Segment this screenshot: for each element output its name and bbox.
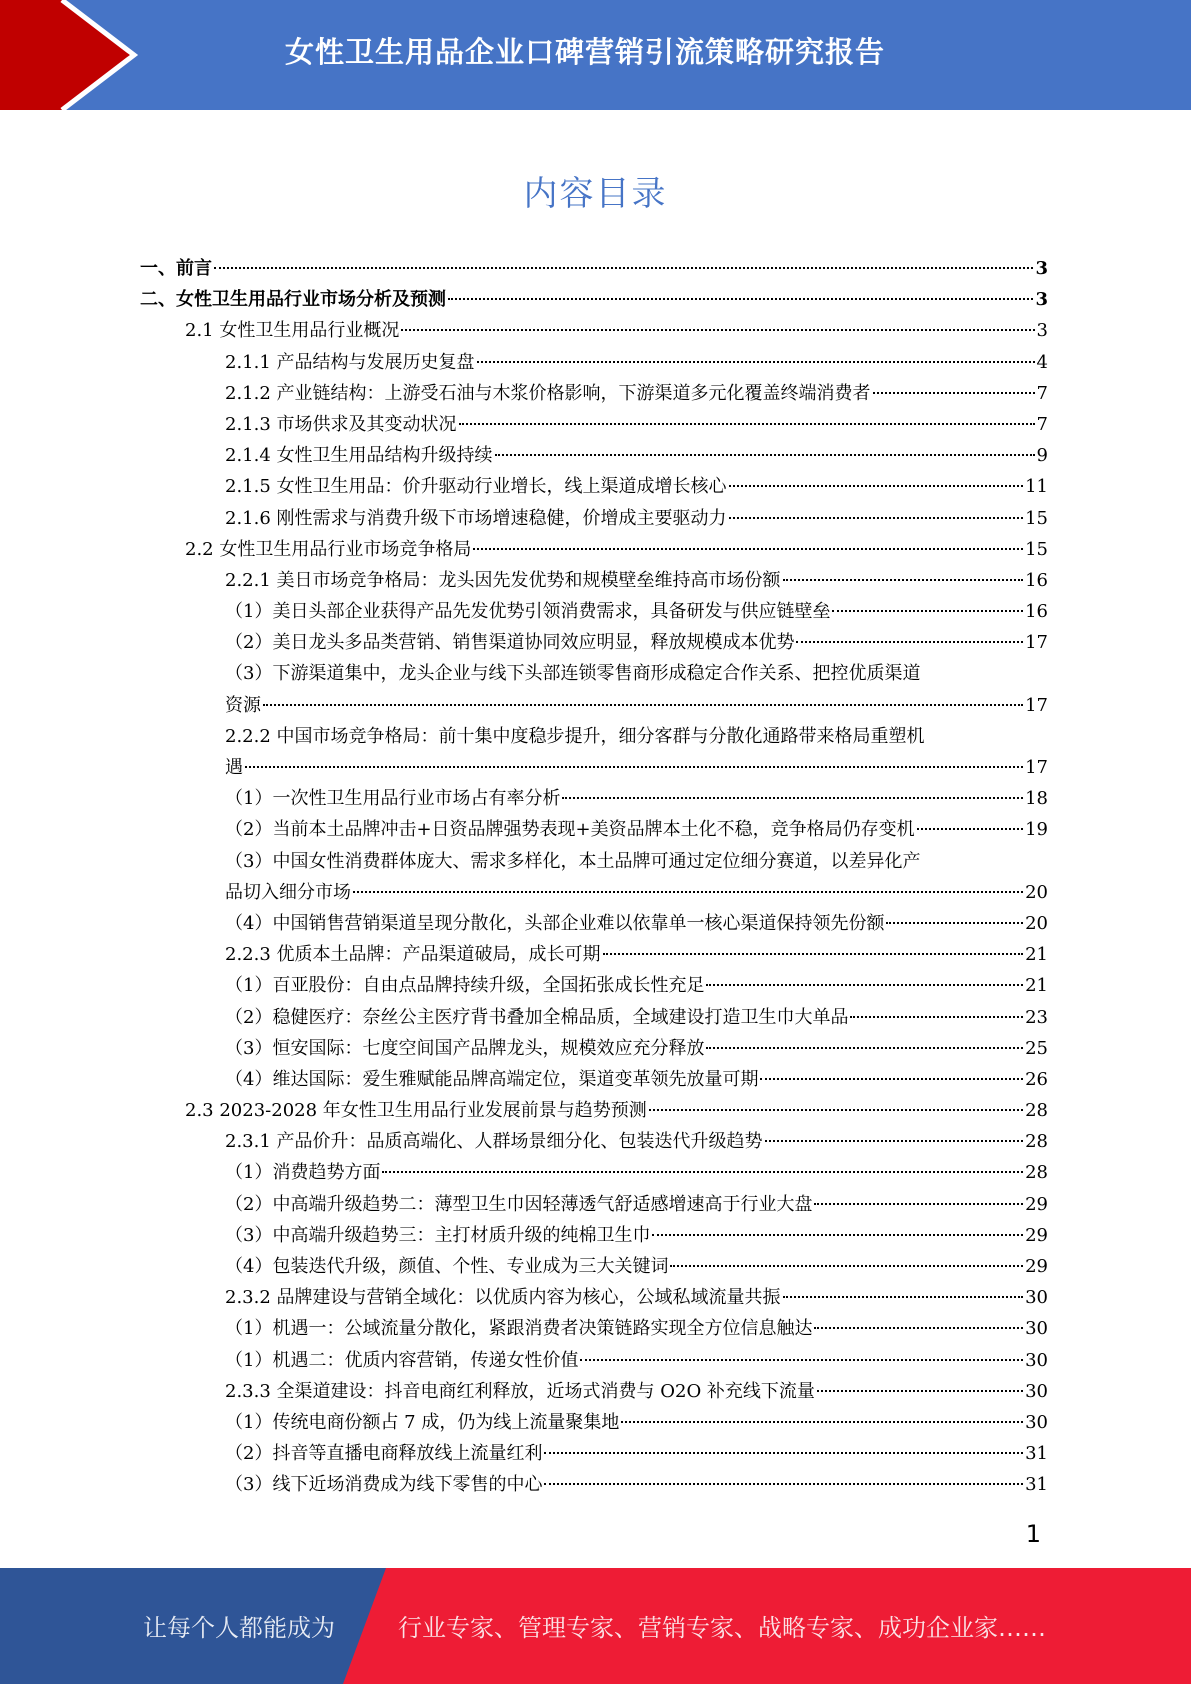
toc-leader-dots: [245, 766, 1023, 768]
toc-entry[interactable]: [140, 1157, 1048, 1188]
toc-leader-dots: [670, 1265, 1023, 1267]
toc-entry[interactable]: [140, 658, 1048, 720]
toc-leader-dots: [706, 984, 1023, 986]
toc-entry-title: （2）中高端升级趋势二：薄型卫生巾因轻薄透气舒适感增速高于行业大盘: [225, 1193, 813, 1215]
toc-entry[interactable]: [140, 1126, 1048, 1157]
toc-leader-dots: [621, 1421, 1023, 1423]
toc-leader-dots: [886, 922, 1023, 924]
toc-entry[interactable]: [140, 503, 1048, 534]
toc-entry-page: 29: [1025, 1193, 1048, 1215]
report-header: [0, 0, 1191, 110]
footer-banner: [0, 1568, 1191, 1684]
toc-entry[interactable]: [140, 565, 1048, 596]
toc-entry-title: （1）传统电商份额占 7 成，仍为线上流量聚集地: [225, 1411, 620, 1433]
toc-entry-title: 2.1.3 市场供求及其变动状况: [225, 413, 457, 435]
toc-entry-title-continuation: 资源: [225, 694, 261, 716]
toc-leader-dots: [814, 1327, 1023, 1329]
footer-slogan-left: 让每个人都能成为: [143, 1614, 335, 1642]
toc-entry-title: （4）包装迭代升级，颜值、个性、专业成为三大关键词: [225, 1256, 669, 1278]
toc-entry-title: （3）下游渠道集中，龙头企业与线下头部连锁零售商形成稳定合作关系、把控优质渠道: [225, 663, 921, 685]
toc-entry-page: 19: [1025, 819, 1048, 841]
toc-entry[interactable]: [140, 347, 1048, 378]
toc-entry-title: 2.2.1 美日市场竞争格局：龙头因先发优势和规模壁垒维持高市场份额: [225, 569, 781, 591]
toc-entry-title: （3）中国女性消费群体庞大、需求多样化，本土品牌可通过定位细分赛道，以差异化产: [225, 850, 921, 872]
toc-entry[interactable]: [140, 627, 1048, 658]
toc-entry-page: 4: [1036, 351, 1048, 373]
toc-heading: 内容目录: [523, 174, 668, 214]
toc-entry-page: 16: [1025, 601, 1048, 623]
toc-entry-page: 15: [1025, 538, 1048, 560]
toc-entry-page: 31: [1025, 1443, 1048, 1465]
toc-entry-page: 21: [1025, 975, 1048, 997]
toc-entry-title: （2）当前本土品牌冲击+日资品牌强势表现+美资品牌本土化不稳，竞争格局仍存变机: [225, 819, 915, 841]
toc-entry-page: 11: [1025, 476, 1048, 498]
toc-leader-dots: [652, 1234, 1023, 1236]
toc-entry-title: （1）机遇二：优质内容营销，传递女性价值: [225, 1349, 579, 1371]
toc-entry-page: 20: [1025, 912, 1048, 934]
toc-entry-title: （1）美日头部企业获得产品先发优势引领消费需求，具备研发与供应链壁垒: [225, 601, 831, 623]
toc-entry-title: 2.3.2 品牌建设与营销全域化：以优质内容为核心，公域私域流量共振: [225, 1287, 781, 1309]
toc-entry-page: 23: [1025, 1006, 1048, 1028]
toc-leader-dots: [760, 1078, 1023, 1080]
toc-leader-dots: [544, 1452, 1023, 1454]
table-of-contents: [140, 253, 1048, 1501]
toc-entry[interactable]: [140, 783, 1048, 814]
toc-leader-dots: [544, 1483, 1023, 1485]
toc-leader-dots: [459, 423, 1035, 425]
toc-entry[interactable]: [140, 908, 1048, 939]
toc-entry[interactable]: [140, 846, 1048, 908]
toc-leader-dots: [263, 704, 1023, 706]
toc-entry[interactable]: [140, 970, 1048, 1001]
toc-entry-page: 9: [1036, 445, 1048, 467]
toc-leader-dots: [817, 1390, 1023, 1392]
toc-entry[interactable]: [140, 471, 1048, 502]
toc-entry[interactable]: [140, 1345, 1048, 1376]
toc-entry[interactable]: [140, 534, 1048, 565]
toc-leader-dots: [729, 485, 1024, 487]
toc-entry-title: 2.1.1 产品结构与发展历史复盘: [225, 351, 475, 373]
toc-entry[interactable]: [140, 1220, 1048, 1251]
toc-entry-page: 30: [1025, 1318, 1048, 1340]
toc-entry-title: （3）线下近场消费成为线下零售的中心: [225, 1474, 543, 1496]
toc-entry-title: 2.1.4 女性卫生用品结构升级持续: [225, 445, 493, 467]
toc-entry[interactable]: [140, 315, 1048, 346]
page-number: 1: [1025, 1520, 1041, 1548]
toc-entry-page: 29: [1025, 1224, 1048, 1246]
footer-slogan-right: 行业专家、管理专家、营销专家、战略专家、成功企业家……: [398, 1614, 1046, 1642]
toc-entry[interactable]: [140, 1095, 1048, 1126]
toc-entry-title: 2.2 女性卫生用品行业市场竞争格局: [185, 538, 472, 560]
toc-entry-title: （1）消费趋势方面: [225, 1162, 381, 1184]
toc-entry[interactable]: [140, 1469, 1048, 1500]
toc-entry[interactable]: [140, 1002, 1048, 1033]
toc-entry-title: （4）维达国际：爱生雅赋能品牌高端定位，渠道变革领先放量可期: [225, 1068, 759, 1090]
toc-entry-page: 30: [1025, 1411, 1048, 1433]
toc-entry[interactable]: [140, 939, 1048, 970]
toc-entry-title: 一、前言: [140, 258, 212, 279]
toc-entry[interactable]: [140, 1189, 1048, 1220]
toc-entry[interactable]: [140, 1407, 1048, 1438]
chevron-logo-icon: [0, 0, 150, 110]
toc-entry-title: 2.1 女性卫生用品行业概况: [185, 320, 400, 342]
toc-leader-dots: [729, 517, 1024, 519]
toc-leader-dots: [783, 1296, 1024, 1298]
toc-leader-dots: [783, 579, 1024, 581]
toc-leader-dots: [214, 267, 1033, 269]
toc-entry-page: 17: [1025, 694, 1048, 716]
toc-entry[interactable]: [140, 1033, 1048, 1064]
toc-entry-page: 3: [1035, 289, 1048, 311]
toc-entry[interactable]: [140, 284, 1048, 315]
toc-entry-title: 2.2.2 中国市场竞争格局：前十集中度稳步提升，细分客群与分散化通路带来格局重塑机: [225, 725, 925, 747]
toc-entry-page: 31: [1025, 1474, 1048, 1496]
toc-entry-page: 3: [1036, 320, 1048, 342]
toc-entry[interactable]: [140, 1282, 1048, 1313]
toc-entry-page: 20: [1025, 881, 1048, 903]
toc-entry[interactable]: [140, 1064, 1048, 1095]
toc-entry-title: 2.1.2 产业链结构：上游受石油与木浆价格影响，下游渠道多元化覆盖终端消费者: [225, 382, 871, 404]
toc-entry[interactable]: [140, 596, 1048, 627]
toc-entry-page: 7: [1036, 413, 1048, 435]
toc-entry-title: （2）美日龙头多品类营销、销售渠道协同效应明显，释放规模成本优势: [225, 632, 795, 654]
toc-entry-page: 29: [1025, 1256, 1048, 1278]
toc-leader-dots: [814, 1203, 1023, 1205]
toc-entry-page: 3: [1035, 258, 1048, 279]
toc-entry[interactable]: [140, 814, 1048, 845]
toc-leader-dots: [382, 1171, 1023, 1173]
toc-leader-dots: [562, 797, 1023, 799]
toc-entry[interactable]: [140, 378, 1048, 409]
toc-entry-title: 2.3.1 产品价升：品质高端化、人群场景细分化、包装迭代升级趋势: [225, 1131, 763, 1153]
toc-entry[interactable]: [140, 721, 1048, 783]
toc-entry[interactable]: [140, 253, 1048, 284]
toc-leader-dots: [832, 610, 1023, 612]
toc-entry-page: 18: [1025, 788, 1048, 810]
toc-entry-title-continuation: 品切入细分市场: [225, 881, 351, 903]
toc-entry[interactable]: [140, 1438, 1048, 1469]
toc-leader-dots: [448, 298, 1033, 300]
toc-entry-page: 16: [1025, 569, 1048, 591]
toc-leader-dots: [765, 1140, 1024, 1142]
toc-entry-title: （4）中国销售营销渠道呈现分散化，头部企业难以依靠单一核心渠道保持领先份额: [225, 912, 885, 934]
report-title: 女性卫生用品企业口碑营销引流策略研究报告: [285, 35, 886, 69]
toc-entry-title: （2）稳健医疗：奈丝公主医疗背书叠加全棉品质，全域建设打造卫生巾大单品: [225, 1006, 849, 1028]
toc-entry[interactable]: [140, 1251, 1048, 1282]
toc-entry-page: 7: [1036, 382, 1048, 404]
toc-entry-title-continuation: 遇: [225, 757, 243, 779]
toc-entry-title: （1）百亚股份：自由点品牌持续升级，全国拓张成长性充足: [225, 975, 705, 997]
toc-entry-page: 25: [1025, 1037, 1048, 1059]
toc-leader-dots: [796, 641, 1023, 643]
toc-entry[interactable]: [140, 1313, 1048, 1344]
toc-entry-page: 21: [1025, 944, 1048, 966]
toc-leader-dots: [580, 1359, 1023, 1361]
toc-entry-title: 2.1.5 女性卫生用品：价升驱动行业增长，线上渠道成增长核心: [225, 476, 727, 498]
toc-entry-page: 28: [1025, 1131, 1048, 1153]
toc-entry-title: （1）一次性卫生用品行业市场占有率分析: [225, 788, 561, 810]
toc-leader-dots: [477, 361, 1035, 363]
toc-leader-dots: [917, 828, 1023, 830]
toc-entry-page: 30: [1025, 1380, 1048, 1402]
toc-entry-page: 28: [1025, 1162, 1048, 1184]
toc-leader-dots: [850, 1016, 1023, 1018]
toc-entry-title: 2.3 2023-2028 年女性卫生用品行业发展前景与趋势预测: [185, 1100, 647, 1122]
toc-entry-page: 17: [1025, 632, 1048, 654]
toc-entry-title: （2）抖音等直播电商释放线上流量红利: [225, 1443, 543, 1465]
toc-entry-page: 30: [1025, 1349, 1048, 1371]
toc-entry-page: 17: [1025, 757, 1048, 779]
toc-entry-title: （3）恒安国际：七度空间国产品牌龙头，规模效应充分释放: [225, 1037, 705, 1059]
toc-entry-page: 15: [1025, 507, 1048, 529]
toc-leader-dots: [603, 953, 1024, 955]
toc-entry-title: 2.2.3 优质本土品牌：产品渠道破局，成长可期: [225, 944, 601, 966]
toc-leader-dots: [649, 1109, 1023, 1111]
toc-entry-page: 26: [1025, 1068, 1048, 1090]
toc-entry-page: 28: [1025, 1100, 1048, 1122]
toc-entry-title: （1）机遇一：公域流量分散化，紧跟消费者决策链路实现全方位信息触达: [225, 1318, 813, 1340]
toc-entry-title: （3）中高端升级趋势三：主打材质升级的纯棉卫生巾: [225, 1224, 651, 1246]
toc-leader-dots: [401, 329, 1034, 331]
toc-entry[interactable]: [140, 1376, 1048, 1407]
toc-leader-dots: [353, 891, 1023, 893]
toc-leader-dots: [495, 454, 1035, 456]
toc-entry-title: 2.3.3 全渠道建设：抖音电商红利释放，近场式消费与 O2O 补充线下流量: [225, 1380, 815, 1402]
toc-entry[interactable]: [140, 409, 1048, 440]
toc-entry[interactable]: [140, 440, 1048, 471]
toc-leader-dots: [873, 392, 1035, 394]
toc-entry-title: 二、女性卫生用品行业市场分析及预测: [140, 289, 446, 311]
toc-leader-dots: [706, 1047, 1023, 1049]
toc-entry-page: 30: [1025, 1287, 1048, 1309]
toc-entry-title: 2.1.6 刚性需求与消费升级下市场增速稳健，价增成主要驱动力: [225, 507, 727, 529]
toc-leader-dots: [473, 548, 1023, 550]
